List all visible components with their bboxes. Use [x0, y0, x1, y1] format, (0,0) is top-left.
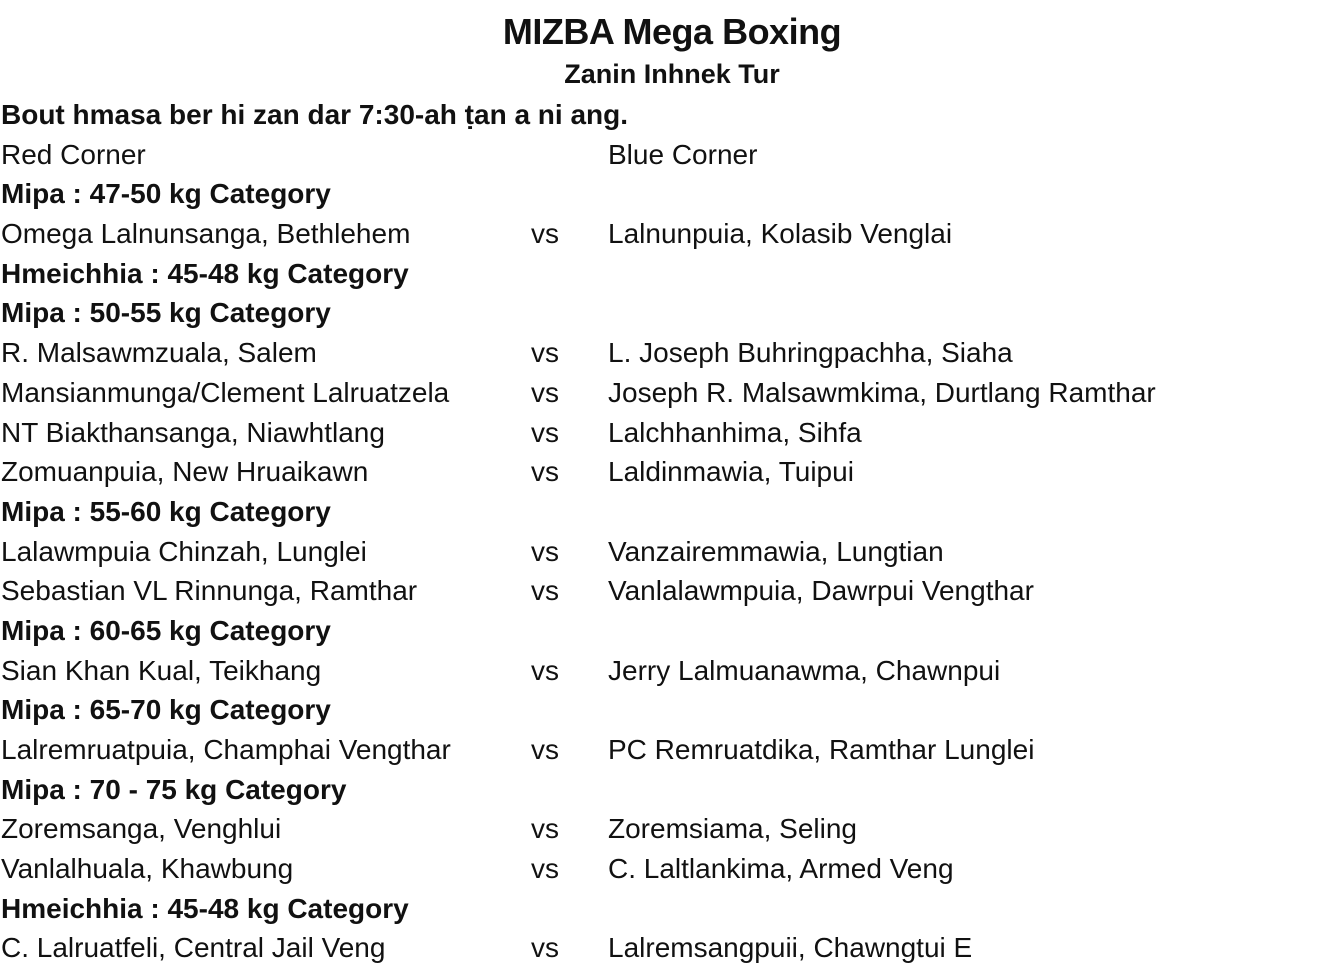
bout-row: [0, 928, 1344, 968]
category-heading: [0, 889, 1344, 929]
vs-label: vs: [531, 337, 559, 369]
bout-row: [0, 413, 1344, 453]
bout-row: [0, 651, 1344, 691]
category-heading: [0, 293, 1344, 333]
page-title: MIZBA Mega Boxing: [502, 11, 842, 52]
vs-label: vs: [531, 535, 559, 567]
category-label: Hmeichhia : 45-48 kg Category: [1, 892, 409, 924]
category-label: Mipa : 65-70 kg Category: [1, 694, 331, 726]
red-corner-boxer: Lalawmpuia Chinzah, Lunglei: [1, 535, 367, 567]
category-label: Mipa : 55-60 kg Category: [1, 495, 331, 527]
blue-corner-boxer: C. Laltlankima, Armed Veng: [608, 853, 954, 885]
category-label: Mipa : 60-65 kg Category: [1, 614, 331, 646]
bout-row: [0, 849, 1344, 889]
category-heading: [0, 174, 1344, 214]
page-subtitle: Zanin Inhnek Tur: [564, 59, 780, 89]
red-corner-boxer: Lalremruatpuia, Champhai Vengthar: [1, 734, 451, 765]
corner-header-row: [0, 135, 1344, 175]
bout-row: [0, 333, 1344, 373]
vs-label: vs: [531, 218, 559, 250]
bout-row: [0, 730, 1344, 770]
vs-label: vs: [531, 456, 559, 488]
blue-corner-boxer: Lalnunpuia, Kolasib Venglai: [608, 218, 953, 250]
category-heading: [0, 611, 1344, 651]
vs-label: vs: [531, 853, 559, 885]
vs-label: vs: [531, 416, 559, 448]
category-label: Mipa : 47-50 kg Category: [1, 178, 331, 210]
bout-row: [0, 532, 1344, 572]
red-corner-header: Red Corner: [1, 138, 146, 170]
blue-corner-boxer: PC Remruatdika, Ramthar Lunglei: [608, 734, 1035, 765]
vs-label: vs: [531, 575, 559, 607]
red-corner-boxer: Mansianmunga/Clement Lalruatzela: [1, 376, 450, 408]
blue-corner-boxer: L. Joseph Buhringpachha, Siaha: [608, 337, 1013, 369]
vs-label: vs: [531, 932, 559, 964]
red-corner-boxer: Sian Khan Kual, Teikhang: [1, 654, 322, 686]
start-note: [0, 95, 1344, 135]
bout-row: [0, 571, 1344, 611]
bout-row: [0, 452, 1344, 492]
blue-corner-boxer: Vanzairemmawia, Lungtian: [608, 535, 944, 567]
category-heading: [0, 690, 1344, 730]
category-label: Mipa : 50-55 kg Category: [1, 297, 331, 329]
bout-row: [0, 809, 1344, 849]
red-corner-boxer: Zomuanpuia, New Hruaikawn: [1, 456, 369, 488]
red-corner-boxer: R. Malsawmzuala, Salem: [1, 337, 317, 369]
red-corner-boxer: Zoremsanga, Venghlui: [1, 813, 282, 845]
vs-label: vs: [531, 654, 559, 686]
category-label: Mipa : 70 - 75 kg Category: [1, 773, 347, 805]
blue-corner-header: Blue Corner: [608, 138, 758, 170]
blue-corner-boxer: Vanlalawmpuia, Dawrpui Vengthar: [608, 575, 1034, 607]
red-corner-boxer: Vanlalhuala, Khawbung: [1, 853, 294, 885]
bout-schedule: [0, 95, 1344, 968]
start-note-text: Bout hmasa ber hi zan dar 7:30-ah ṭan a ni ang.: [1, 99, 629, 130]
vs-label: vs: [531, 813, 559, 845]
red-corner-boxer: C. Lalruatfeli, Central Jail Veng: [1, 932, 386, 964]
blue-corner-boxer: Laldinmawia, Tuipui: [608, 456, 854, 488]
blue-corner-boxer: Lalchhanhima, Sihfa: [608, 416, 862, 448]
vs-label: vs: [531, 376, 559, 408]
category-heading: [0, 770, 1344, 810]
red-corner-boxer: Omega Lalnunsanga, Bethlehem: [1, 218, 411, 250]
bout-row: [0, 214, 1344, 254]
bout-row: [0, 373, 1344, 413]
blue-corner-boxer: Zoremsiama, Seling: [608, 813, 857, 845]
blue-corner-boxer: Joseph R. Malsawmkima, Durtlang Ramthar: [608, 376, 1156, 408]
red-corner-boxer: Sebastian VL Rinnunga, Ramthar: [1, 575, 418, 607]
blue-corner-boxer: Lalremsangpuii, Chawngtui E: [608, 932, 973, 964]
red-corner-boxer: NT Biakthansanga, Niawhtlang: [1, 416, 385, 448]
vs-label: vs: [531, 734, 559, 765]
category-heading: [0, 254, 1344, 294]
category-label: Hmeichhia : 45-48 kg Category: [1, 257, 409, 289]
category-heading: [0, 492, 1344, 532]
blue-corner-boxer: Jerry Lalmuanawma, Chawnpui: [608, 654, 1001, 686]
